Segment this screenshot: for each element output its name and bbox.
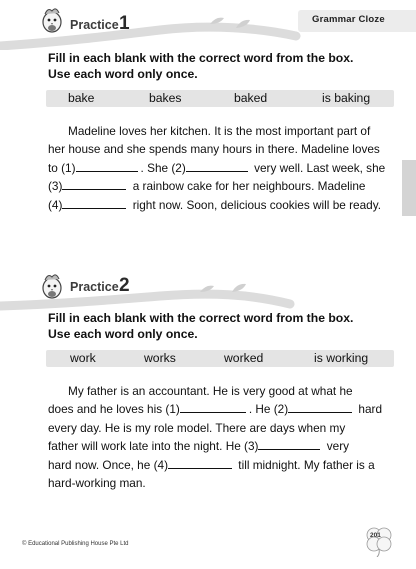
page-number: 201 [370,532,381,539]
passage-line: to (1) . She (2) very well. Last week, she [48,160,386,175]
answer-blank-4[interactable] [168,456,232,469]
practice-1-word-box [46,90,394,107]
instruction-line: Use each word only once. [48,327,198,341]
practice-2-passage [48,382,396,492]
passage-line: father will work late into the night. He (3) very [48,439,350,454]
instruction-line: Fill in each blank with the correct word from the box. [48,311,354,325]
practice-2-label: Practice [70,280,119,294]
bird-mascot-icon [40,6,64,34]
word-option: baked [234,91,268,105]
word-option: is working [314,351,369,365]
passage-line: does and he loves his (1) . He (2) hard [48,402,383,417]
section-title: Grammar Cloze [312,14,385,25]
word-option: is baking [322,91,371,105]
answer-blank-1[interactable] [76,159,138,172]
passage-line: My father is an accountant. He is very good at what he [68,384,353,398]
passage-line: hard now. Once, he (4) till midnight. My father is a [48,457,375,472]
practice-1-instructions [48,50,388,82]
word-option: bake [68,91,95,105]
answer-blank-1[interactable] [180,400,246,413]
practice-2-number: 2 [119,275,130,296]
practice-2-word-box [46,350,394,367]
side-edge-tab [402,160,416,216]
passage-line: her house and she spends many hours in there. Madeline loves [48,142,380,157]
bird-mascot-icon [40,272,64,300]
answer-blank-3[interactable] [62,177,126,190]
practice-2-banner [0,270,416,314]
answer-blank-4[interactable] [62,196,126,209]
practice-1-number: 1 [119,13,130,34]
answer-blank-2[interactable] [288,400,352,413]
instruction-line: Fill in each blank with the correct word from the box. [48,51,354,65]
word-option: work [70,351,96,365]
passage-line: (3) a rainbow cake for her neighbours. Madeline [48,179,366,194]
word-option: works [144,351,176,365]
answer-blank-2[interactable] [186,159,248,172]
practice-1-passage [48,122,396,214]
word-option: bakes [149,91,182,105]
passage-line: hard-working man. [48,475,146,490]
passage-line: every day. He is my role model. There are days when my [48,420,346,435]
copyright-notice: © Educational Publishing House Pte Ltd [22,541,129,547]
passage-line: Madeline loves her kitchen. It is the most important part of [68,124,371,138]
instruction-line: Use each word only once. [48,67,198,81]
practice-2-instructions [48,310,388,342]
passage-line: (4) right now. Soon, delicious cookies will be ready. [48,197,382,212]
practice-1-banner [0,6,416,50]
page-number-badge [366,527,392,562]
answer-blank-3[interactable] [258,437,320,450]
practice-1-label: Practice [70,18,119,32]
word-option: worked [224,351,264,365]
